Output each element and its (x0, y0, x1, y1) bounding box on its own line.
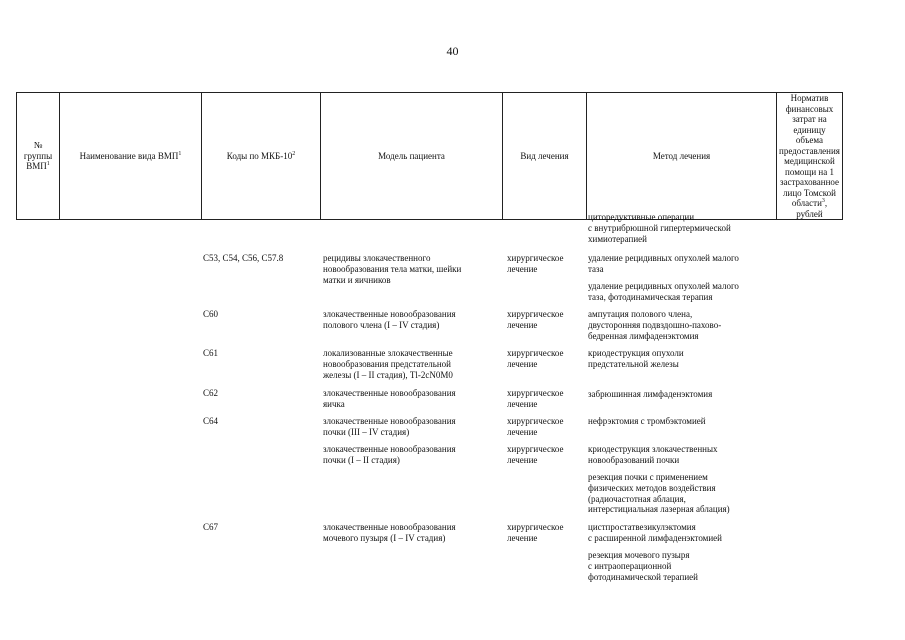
header-patient-model: Модель пациента (321, 93, 503, 220)
header-norm-cost: Норматив финансовых затрат на единицу объема предоставления медицинской помощи на 1 застрахованное лицо Томской области$^3$, рублей (777, 93, 843, 220)
code-cell: C64 (203, 416, 219, 426)
treatment-cell: хирургическое лечение (507, 388, 564, 409)
table-header (16, 92, 843, 220)
header-treatment-type: Вид лечения (503, 93, 587, 220)
page-number: 40 (446, 44, 459, 58)
method-cell: резекция мочевого пузыря с интраоперационной фотодинамической терапией (588, 550, 698, 582)
method-cell: криодеструкция злокачественных новообразований почки (588, 444, 718, 465)
patient-model-cell: локализованные злокачественные новообразования предстательной железы (I – II стадия), Tl-2cN0M0 (323, 348, 453, 380)
method-cell: криодеструкция опухоли предстательной железы (588, 348, 684, 369)
patient-model-cell: рецидивы злокачественного новообразования тела матки, шейки матки и яичников (323, 253, 462, 285)
method-cell: удаление рецидивных опухолей малого таза, фотодинамическая терапия (588, 281, 739, 302)
treatment-cell: хирургическое лечение (507, 309, 564, 330)
code-cell: C61 (203, 348, 219, 358)
treatment-cell: хирургическое лечение (507, 348, 564, 369)
method-cell: резекция почки с применением физических методов воздействия (радиочастотная аблация, интерстициальная лазерная аблация) (588, 472, 730, 515)
method-cell: ампутация полового члена, двусторонняя подвздошно-пахово- бедренная лимфаденэктомия (588, 309, 722, 341)
code-cell: C62 (203, 388, 219, 398)
treatment-cell: хирургическое лечение (507, 416, 564, 437)
code-cell: C53, C54, C56, C57.8 (203, 253, 284, 263)
header-treatment-method: Метод лечения (587, 93, 777, 220)
treatment-cell: хирургическое лечение (507, 522, 564, 543)
method-cell: цистпростатвезикулэктомия с расширенной лимфаденэктомией (588, 522, 722, 543)
method-cell: удаление рецидивных опухолей малого таза (588, 253, 739, 274)
patient-model-cell: злокачественные новообразования полового члена (I – IV стадия) (323, 309, 456, 330)
method-cell: нефрэктомия с тромбэктомией (588, 416, 706, 426)
patient-model-cell: злокачественные новообразования яичка (323, 388, 456, 409)
code-cell: C60 (203, 309, 219, 319)
treatment-cell: хирургическое лечение (507, 444, 564, 465)
header-group-no: № группы ВМП$^1$ (17, 93, 60, 220)
code-cell: C67 (203, 522, 219, 532)
method-cell: забрюшинная лимфаденэктомия (588, 389, 713, 399)
header-vmp-name: Наименование вида ВМП$^1$ (60, 93, 202, 220)
patient-model-cell: злокачественные новообразования почки (I – II стадия) (323, 444, 456, 465)
header-icd-codes: Коды по МКБ-$10^2$ (202, 93, 321, 220)
patient-model-cell: злокачественные новообразования мочевого пузыря (I – IV стадия) (323, 522, 456, 543)
patient-model-cell: злокачественные новообразования почки (III – IV стадия) (323, 416, 456, 437)
treatment-cell: хирургическое лечение (507, 253, 564, 274)
method-cell: циторедуктивные операции с внутрибрюшной гипертермической химиотерапией (588, 212, 731, 244)
